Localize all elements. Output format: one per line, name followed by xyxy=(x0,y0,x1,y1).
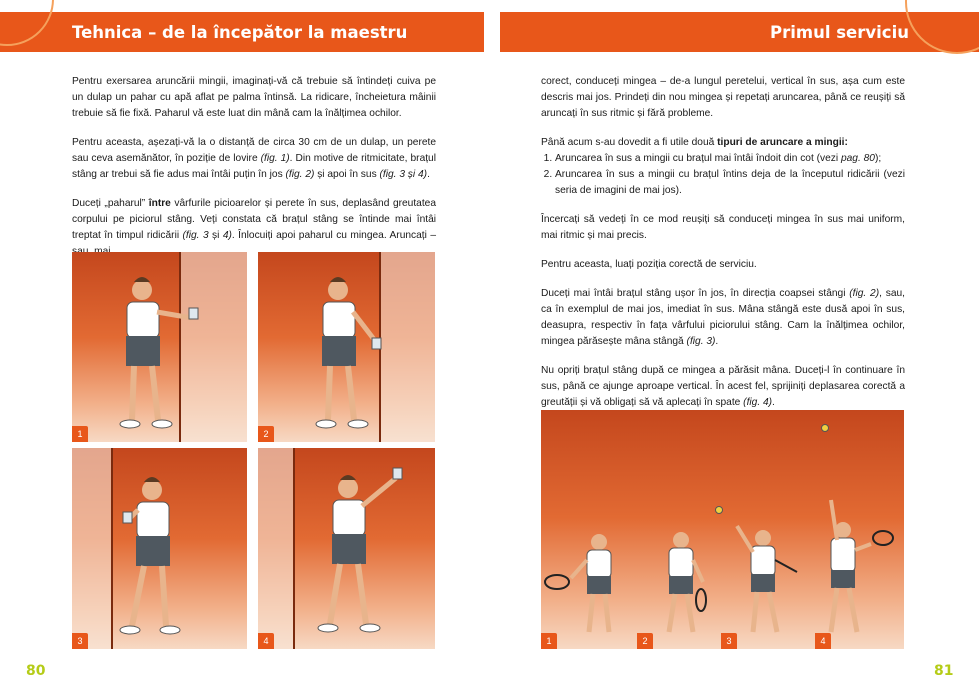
figure-number: 3 xyxy=(721,633,737,649)
throw-types-list xyxy=(541,151,905,199)
right-paragraph-4: Pentru aceasta, luați poziția corectă de serviciu. xyxy=(541,259,757,270)
figure-number: 4 xyxy=(815,633,831,649)
right-paragraph-6: Nu opriți brațul stâng după ce mingea a părăsit mâna. Duceți-l în continuare în sus, până ce ajunge aproape vertical. În acest fel, sprijiniți deplasarea corectă a greutății și vă obligați să vă aplecați în spate (fig. 4). xyxy=(541,365,905,408)
right-header-title: Primul serviciu xyxy=(770,22,909,42)
right-text-column xyxy=(541,74,905,424)
right-paragraph-2: Până acum s-au dovedit a fi utile două tipuri de aruncare a mingii: xyxy=(541,137,848,148)
serve-sequence-figure xyxy=(541,410,904,649)
wall-figure-illustration xyxy=(258,448,435,649)
figure-number: 4 xyxy=(258,633,274,649)
right-paragraph-3: Încercați să vedeți în ce mod reușiți să conduceți mingea în sus mai uniform, mai ritmic și mai precis. xyxy=(541,214,905,241)
figure-number: 3 xyxy=(72,633,88,649)
left-paragraph-3: Duceți „paharul” între vârfurile picioarelor și perete în sus, deplasând greutatea corpului pe piciorul stâng. Veți constata că brațul stâng se întinde mai întâi treptat în timpul ridicării (fig. 3 și 4). Înlocuiți apoi paharul cu mingea. Aruncați – xyxy=(72,198,436,241)
figure-number: 2 xyxy=(258,426,274,442)
list-item: 2. Aruncarea în sus a mingii cu brațul întins deja de la începutul ridicării (vezi seria de imagini de mai jos). xyxy=(555,167,905,199)
serve-sequence-illustration xyxy=(541,410,904,649)
left-figure-2 xyxy=(258,252,435,442)
right-paragraph-1: corect, conduceți mingea – de-a lungul peretelui, vertical în sus, așa cum este descris mai jos. Prindeți din nou mingea și repetați aruncarea, până ce reușiți să aruncați în sus ritmic și fără probleme. xyxy=(541,76,905,119)
left-paragraph-1: Pentru exersarea aruncării mingii, imaginați-vă că trebuie să întindeți cuiva pe un dulap un pahar cu apă aflat pe palma întinsă. La ridicare, încheietura mâinii trebuie să fie fixă. Paharul vă este luat din mână cam la înălțimea ochilor. xyxy=(72,76,436,119)
figure-number: 2 xyxy=(637,633,653,649)
left-page-header xyxy=(0,12,484,52)
left-text-column xyxy=(72,74,436,273)
left-page-number: 80 xyxy=(26,663,46,679)
figure-number: 1 xyxy=(541,633,557,649)
left-figure-1 xyxy=(72,252,247,442)
figure-number: 1 xyxy=(72,426,88,442)
right-page-number: 81 xyxy=(934,663,954,679)
right-paragraph-5: Duceți mai întâi brațul stâng ușor în jos, în direcția coapsei stângi (fig. 2), sau, ca în exemplul de mai jos, imediat în sus. Mâna stângă este dusă apoi în sus, deasupra, respectiv în fața vârfului piciorului stâng. Cam la înălțimea ochilor, mingea părăsește mâna stângă (fig. 3). xyxy=(541,288,905,347)
wall-figure-illustration xyxy=(258,252,435,442)
left-figure-3 xyxy=(72,448,247,649)
wall-figure-illustration xyxy=(72,252,247,442)
list-item: 1. Aruncarea în sus a mingii cu brațul mai întâi îndoit din cot (vezi pag. 80); xyxy=(555,151,905,167)
left-paragraph-2: Pentru aceasta, așezați-vă la o distanță de circa 30 cm de un dulap, un perete sau ceva asemănător, în poziție de lovire (fig. 1). Din motive de ritmicitate, brațul stâng ar trebui să fie adus mai întâi puțin în jos (fig. 2) și apoi în sus (fig. 3 și 4). xyxy=(72,137,436,180)
left-header-title: Tehnica – de la începător la maestru xyxy=(72,22,408,42)
left-figure-4 xyxy=(258,448,435,649)
wall-figure-illustration xyxy=(72,448,247,649)
